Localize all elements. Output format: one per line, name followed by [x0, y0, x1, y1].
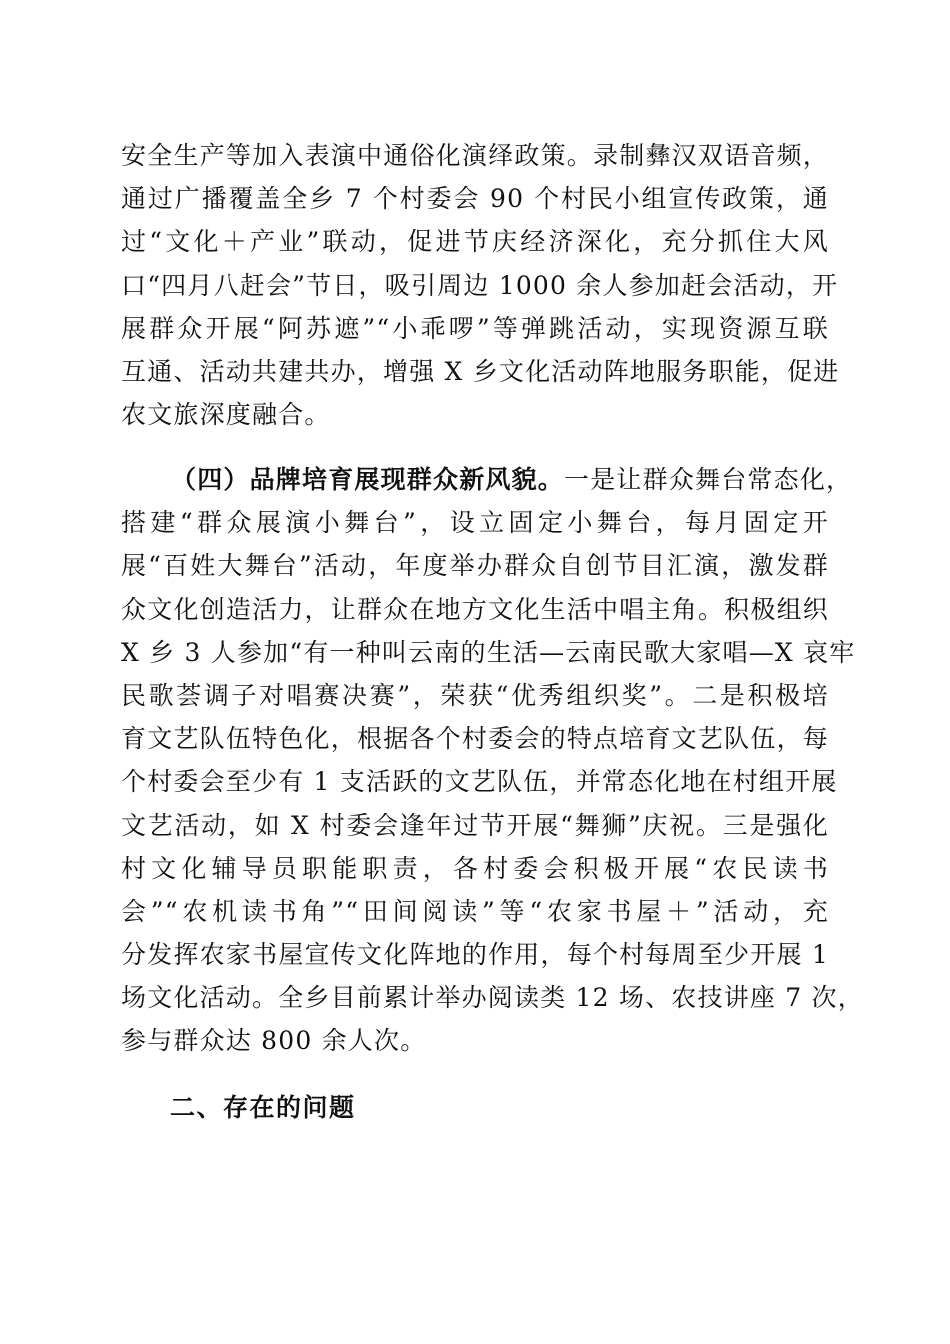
text-line: 民歌荟调子对唱赛决赛”，荣获“优秀组织奖”。二是积极培 [121, 680, 829, 710]
subsection-heading: （四）品牌培育展现群众新风貌。 [171, 465, 565, 494]
text-line: 村文化辅导员职能职责，各村委会积极开展“农民读书 [121, 853, 829, 883]
text-line: 互通、活动共建共办，增强 X 乡文化活动阵地服务职能，促进 [121, 356, 840, 386]
text-line: 展“百姓大舞台”活动，年度举办群众自创节目汇演，激发群 [121, 551, 829, 581]
paragraph-four-first-line [121, 458, 853, 501]
text-line: 育文艺队伍特色化，根据各个村委会的特点培育文艺队伍，每 [121, 724, 829, 754]
text-line: 安全生产等加入表演中通俗化演绎政策。录制彝汉双语音频， [121, 141, 829, 170]
text-run: 一是让群众舞台常态化， [564, 465, 853, 494]
text-line: 会”“农机读书角”“田间阅读”等“农家书屋＋”活动，充 [121, 896, 829, 926]
paragraph-continued [121, 134, 840, 436]
text-line: 文艺活动，如 X 村委会逢年过节开展“舞狮”庆祝。三是强化 [121, 810, 829, 840]
text-line: 展群众开展“阿苏遮”“小乖啰”等弹跳活动，实现资源互联 [121, 313, 829, 343]
text-line: 场文化活动。全乡目前累计举办阅读类 12 场、农技讲座 7 次， [121, 983, 864, 1013]
text-line: 众文化创造活力，让群众在地方文化生活中唱主角。积极组织 [121, 594, 829, 624]
text-line: 通过广播覆盖全乡 7 个村委会 90 个村民小组宣传政策，通 [121, 184, 829, 214]
text-line: X 乡 3 人参加“有一种叫云南的生活—云南民歌大家唱—X 哀牢 [121, 637, 856, 667]
text-line: 农文旅深度融合。 [121, 400, 331, 430]
text-line: 搭建“群众展演小舞台”，设立固定小舞台，每月固定开 [121, 508, 829, 538]
text-line: 参与群众达 800 余人次。 [121, 1026, 427, 1056]
section-heading: 二、存在的问题 [170, 1093, 356, 1122]
text-line: 个村委会至少有 1 支活跃的文艺队伍，并常态化地在村组开展 [121, 767, 838, 797]
text-line: 过“文化＋产业”联动，促进节庆经济深化，充分抓住大风 [121, 227, 829, 257]
paragraph-four [121, 458, 864, 1063]
text-line: 分发挥农家书屋宣传文化阵地的作用，每个村每周至少开展 1 [121, 940, 829, 970]
text-line: 口“四月八赶会”节日，吸引周边 1000 余人参加赶会活动，开 [121, 270, 839, 300]
